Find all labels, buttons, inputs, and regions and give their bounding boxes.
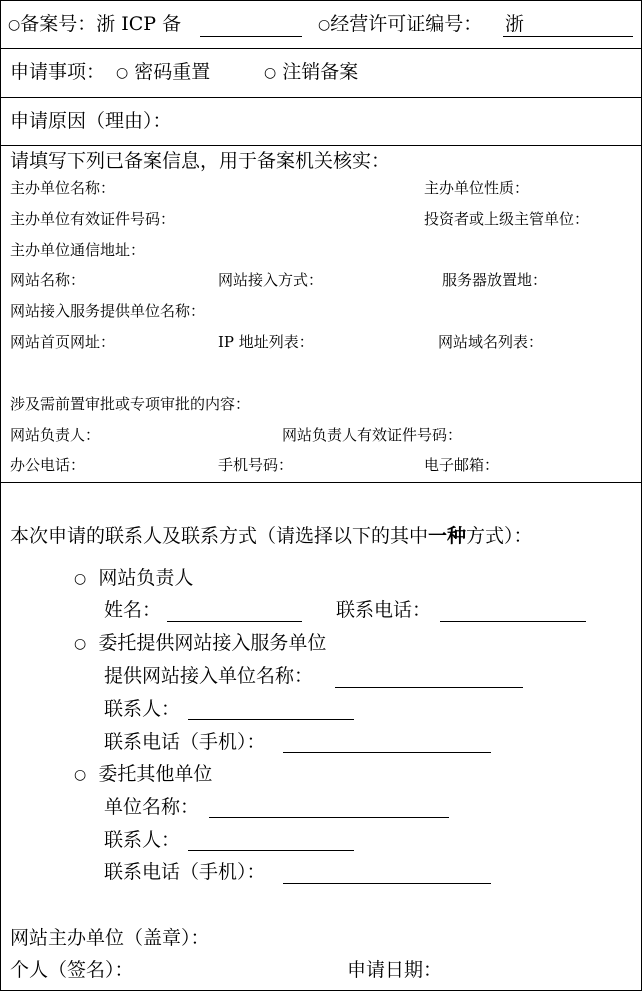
contact-option-site-manager[interactable] [74,569,193,588]
opt1-phone-blank[interactable] [440,621,586,622]
server-location-label: 服务器放置地： [442,271,548,289]
opt3-unit-blank[interactable] [209,817,449,818]
opt3-phone-blank[interactable] [283,883,491,884]
contact-option-other-unit[interactable] [74,765,212,784]
apply-date-label: 申请日期： [347,959,443,981]
table-border-top [0,0,642,1]
row-divider-2 [0,97,642,98]
table-border-bottom [0,990,642,991]
application-item-label: 申请事项： [10,61,106,83]
site-manager-label: 网站负责人： [10,426,101,444]
approval-content-label: 涉及需前置审批或专项审批的内容： [10,395,251,413]
license-number-label: 经营许可证编号： [330,13,483,35]
option-cancel-filing[interactable] [264,63,358,82]
row-divider-3 [0,145,642,146]
sponsor-nature-label: 主办单位性质： [424,179,530,197]
opt2-contact-blank[interactable] [188,719,354,720]
radio-icon: ○ [74,571,87,587]
opt2-unit-label: 提供网站接入单位名称： [104,665,314,687]
opt3-phone-label: 联系电话（手机）： [104,861,266,883]
access-provider-label: 网站接入服务提供单位名称： [10,302,206,320]
application-reason-label: 申请原因（理由）： [10,110,172,132]
mobile-label: 手机号码： [218,456,294,474]
cancel-filing-label: 注销备案 [282,61,359,83]
ip-list-label: IP 地址列表： [218,333,314,351]
sponsor-cert-label: 主办单位有效证件号码： [10,210,176,228]
license-number-blank[interactable] [503,36,633,37]
filing-number-field[interactable] [8,15,181,34]
access-method-label: 网站接入方式： [218,271,324,289]
filing-info-intro: 请填写下列已备案信息，用于备案机关核实： [10,150,391,172]
domain-list-label: 网站域名列表： [438,333,544,351]
opt3-title: 委托其他单位 [98,763,213,785]
sponsor-name-label: 主办单位名称： [10,179,116,197]
email-label: 电子邮箱： [424,456,500,474]
investor-label: 投资者或上级主管单位： [424,210,590,228]
opt2-phone-blank[interactable] [283,752,491,753]
contact-intro-text: 本次申请的联系人及联系方式（请选择以下的其中 [10,525,429,547]
opt2-contact-label: 联系人： [104,698,181,720]
homepage-url-label: 网站首页网址： [10,333,116,351]
contact-intro [10,527,533,546]
contact-intro-emphasis: 一种 [428,525,467,547]
opt2-title: 委托提供网站接入服务单位 [98,632,327,654]
license-prefix: 浙 [505,13,525,35]
opt3-contact-label: 联系人： [104,829,181,851]
personal-sign-label: 个人（签名）： [10,959,134,981]
password-reset-label: 密码重置 [134,61,211,83]
row-divider-4 [0,482,642,483]
contact-intro-tail: 方式）： [466,525,533,547]
opt2-unit-blank[interactable] [335,687,523,688]
radio-icon: ○ [74,636,87,652]
radio-icon: ○ [116,65,129,81]
manager-cert-label: 网站负责人有效证件号码： [282,426,463,444]
filing-number-label: 备案号：浙 ICP 备 [20,13,182,35]
radio-icon: ○ [8,17,21,33]
radio-icon: ○ [264,65,277,81]
sponsor-seal-label: 网站主办单位（盖章）： [10,927,210,949]
opt1-name-label: 姓名： [104,599,162,621]
office-phone-label: 办公电话： [10,456,86,474]
option-password-reset[interactable] [116,63,210,82]
license-number-field[interactable] [318,15,482,34]
sponsor-address-label: 主办单位通信地址： [10,241,146,259]
radio-icon: ○ [318,17,331,33]
opt1-phone-label: 联系电话： [336,599,432,621]
opt2-phone-label: 联系电话（手机）： [104,731,266,753]
opt1-name-blank[interactable] [167,621,302,622]
site-name-label: 网站名称： [10,271,86,289]
contact-option-access-provider[interactable] [74,634,326,653]
opt3-contact-blank[interactable] [188,850,354,851]
opt1-title: 网站负责人 [98,567,194,589]
opt3-unit-label: 单位名称： [104,796,200,818]
filing-number-blank[interactable] [200,36,302,37]
radio-icon: ○ [74,767,87,783]
row-divider-1 [0,48,642,49]
